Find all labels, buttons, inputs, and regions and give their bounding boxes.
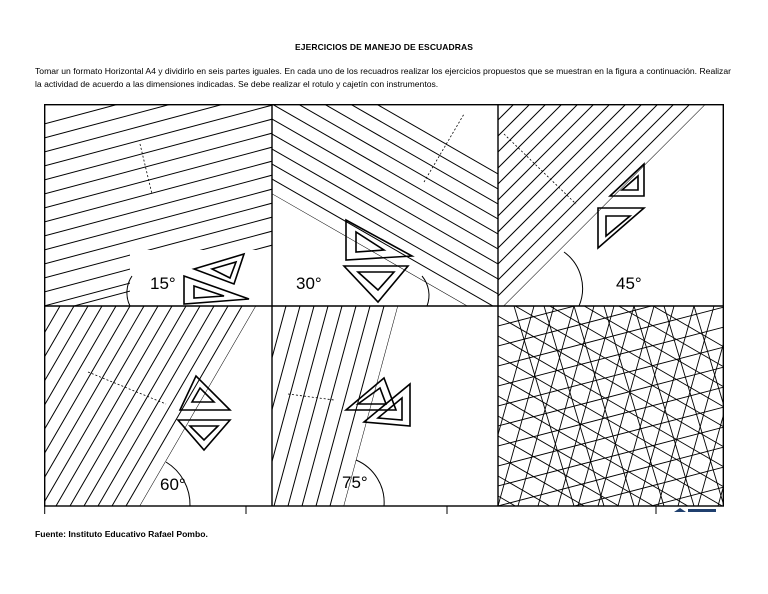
panel-60 — [44, 306, 272, 506]
bottom-margin-ticks — [45, 506, 656, 514]
angle-label-30: 30° — [296, 274, 322, 293]
panel-45 — [498, 104, 724, 306]
exercise-figure — [44, 104, 724, 516]
blank-corner-45 — [504, 104, 724, 306]
title-block-logo — [674, 508, 716, 512]
angle-label-45: 45° — [616, 274, 642, 293]
angle-label-75: 75° — [342, 473, 368, 492]
measure-ticks-75 — [288, 394, 334, 400]
panel-15 — [44, 104, 284, 306]
measure-ticks-45 — [504, 134, 576, 204]
document-title: EJERCICIOS DE MANEJO DE ESCUADRAS — [294, 42, 474, 52]
measure-ticks-30 — [424, 114, 464, 182]
source-caption: Fuente: Instituto Educativo Rafael Pombo. — [35, 529, 208, 539]
intro-paragraph: Tomar un formato Horizontal A4 y dividirlo en seis partes iguales. En cada uno de los recuadros realizar los ejercicios propuestos que se muestran en la figura a continuación. Realizar la actividad de acuerdo a las dimensiones indicadas. Se debe realizar el rotulo y cajetín con instrumentos. — [35, 66, 731, 89]
measure-ticks-60 — [88, 372, 166, 404]
angle-label-15: 15° — [150, 274, 176, 293]
angle-label-60: 60° — [160, 475, 186, 494]
panel-30 — [272, 104, 512, 332]
